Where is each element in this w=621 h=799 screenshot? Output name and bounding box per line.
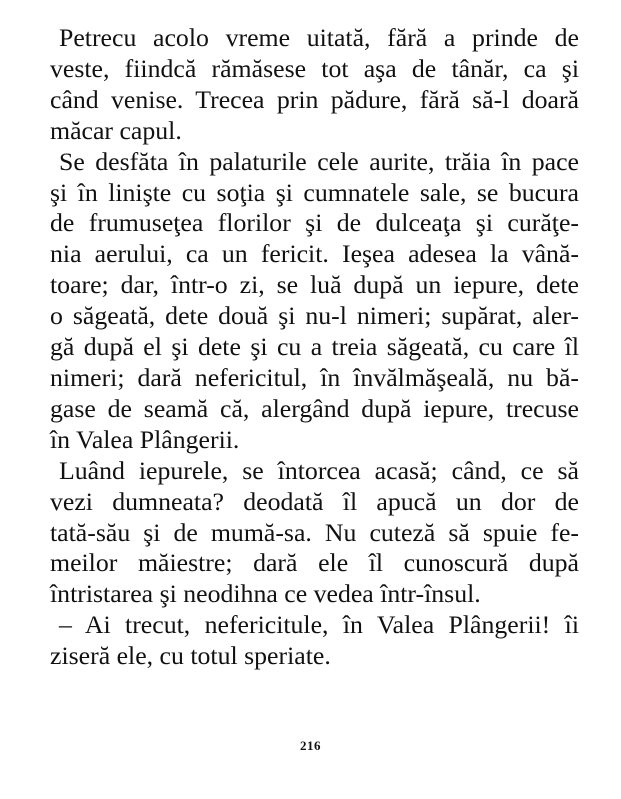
paragraph [50, 456, 579, 611]
text-line: Se desfăta în palaturile cele aurite, trăia în pace [59, 146, 579, 176]
body-text [50, 23, 579, 672]
text-line: ziseră ele, cu totul speriate. [50, 641, 331, 671]
text-line: de frumuseţea florilor şi de dulceaţa şi curăţe- [50, 208, 579, 238]
text-line: şi în linişte cu soţia şi cumnatele sale, se bucura [50, 177, 579, 207]
paragraph [50, 610, 579, 672]
text-line: când venise. Trecea prin pădure, fără să-l doară [50, 84, 579, 114]
text-line: meilor măiestre; dară ele îl cunoscură după [50, 548, 579, 578]
text-line: vezi dumneata? deodată îl apucă un dor de [50, 486, 579, 516]
text-line: Luând iepurele, se întorcea acasă; când, ce să [59, 455, 579, 485]
text-line: o săgeată, dete două şi nu-l nimeri; supărat, aler- [50, 301, 579, 331]
page-number: 216 [300, 738, 321, 753]
text-line: Petrecu acolo vreme uitată, fără a prinde de [59, 23, 579, 52]
text-line: – Ai trecut, nefericitule, în Valea Plângerii! îi [59, 610, 579, 640]
text-line: gă după el şi dete şi cu a treia săgeată, cu care îl [50, 332, 579, 362]
paragraph [50, 147, 579, 456]
text-line: nimeri; dară nefericitul, în învălmăşeală, nu bă- [50, 362, 579, 392]
text-line: gase de seamă că, alergând după iepure, trecuse [50, 393, 579, 423]
text-line: întristarea şi neodihna ce vedea într-însul. [50, 579, 481, 609]
text-line: în Valea Plângerii. [50, 424, 240, 454]
text-line: toare; dar, într-o zi, se luă după un iepure, dete [50, 270, 579, 300]
text-line: tată-său şi de mumă-sa. Nu cuteză să spuie fe- [50, 517, 579, 547]
text-line: măcar capul. [50, 115, 182, 145]
paragraph [50, 23, 579, 147]
text-line: veste, fiindcă rămăsese tot aşa de tânăr, ca şi [50, 53, 579, 83]
text-line: nia aerului, ca un fericit. Ieşea adesea la vână- [50, 239, 579, 269]
